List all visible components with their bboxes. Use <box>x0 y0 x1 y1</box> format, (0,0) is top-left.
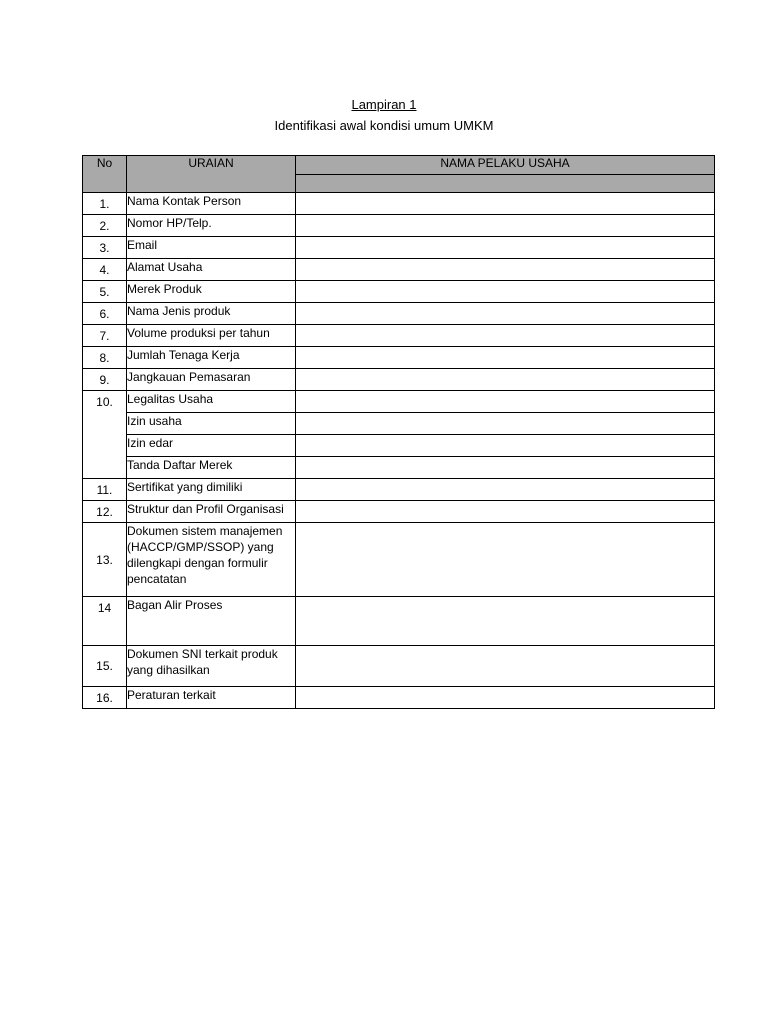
row-label: Tanda Daftar Merek <box>127 457 296 479</box>
table-row <box>83 479 715 501</box>
document-title: Lampiran 1 <box>351 97 417 112</box>
table-row <box>83 687 715 709</box>
value-cell[interactable] <box>296 457 715 479</box>
row-label: Izin edar <box>127 435 296 457</box>
value-cell[interactable] <box>296 259 715 281</box>
table-row <box>83 193 715 215</box>
table-row <box>83 523 715 597</box>
value-cell[interactable] <box>296 523 715 597</box>
row-number: 10. <box>83 391 127 479</box>
row-number: 16. <box>83 687 127 709</box>
row-label: Peraturan terkait <box>127 687 296 709</box>
row-number: 5. <box>83 281 127 303</box>
row-label: Bagan Alir Proses <box>127 597 296 646</box>
row-label: Nomor HP/Telp. <box>127 215 296 237</box>
table-row <box>83 369 715 391</box>
value-cell[interactable] <box>296 479 715 501</box>
row-label: Legalitas Usaha <box>127 391 296 413</box>
row-number: 1. <box>83 193 127 215</box>
row-label: Merek Produk <box>127 281 296 303</box>
value-cell[interactable] <box>296 435 715 457</box>
row-number: 8. <box>83 347 127 369</box>
table-row <box>83 347 715 369</box>
table-row <box>83 501 715 523</box>
row-label: Dokumen SNI terkait produk yang dihasilkan <box>127 646 296 687</box>
row-number: 15. <box>83 646 127 687</box>
row-number: 14 <box>83 597 127 646</box>
value-cell[interactable] <box>296 303 715 325</box>
row-number: 9. <box>83 369 127 391</box>
value-cell[interactable] <box>296 347 715 369</box>
value-cell[interactable] <box>296 391 715 413</box>
row-label: Volume produksi per tahun <box>127 325 296 347</box>
row-label: Alamat Usaha <box>127 259 296 281</box>
row-label: Jumlah Tenaga Kerja <box>127 347 296 369</box>
row-number: 4. <box>83 259 127 281</box>
row-number: 6. <box>83 303 127 325</box>
header-no: No <box>83 156 127 193</box>
table-row <box>83 391 715 413</box>
table-row <box>83 413 715 435</box>
header-nama-subcell <box>296 175 715 193</box>
row-number: 2. <box>83 215 127 237</box>
value-cell[interactable] <box>296 215 715 237</box>
row-number: 12. <box>83 501 127 523</box>
row-number: 13. <box>83 523 127 597</box>
document-subtitle: Identifikasi awal kondisi umum UMKM <box>274 118 494 133</box>
table-row <box>83 259 715 281</box>
header-uraian: URAIAN <box>127 156 296 193</box>
value-cell[interactable] <box>296 237 715 259</box>
row-label: Struktur dan Profil Organisasi <box>127 501 296 523</box>
row-number: 11. <box>83 479 127 501</box>
value-cell[interactable] <box>296 369 715 391</box>
row-label: Nama Jenis produk <box>127 303 296 325</box>
row-label: Nama Kontak Person <box>127 193 296 215</box>
table-row <box>83 303 715 325</box>
row-label: Sertifikat yang dimiliki <box>127 479 296 501</box>
row-label: Dokumen sistem manajemen (HACCP/GMP/SSOP) yang dilengkapi dengan formulir pencatatan <box>127 523 296 597</box>
value-cell[interactable] <box>296 193 715 215</box>
value-cell[interactable] <box>296 413 715 435</box>
row-number: 7. <box>83 325 127 347</box>
table-row <box>83 457 715 479</box>
value-cell[interactable] <box>296 325 715 347</box>
row-label: Email <box>127 237 296 259</box>
identification-table <box>82 155 715 709</box>
header-nama-pelaku-usaha: NAMA PELAKU USAHA <box>296 156 715 175</box>
row-label: Jangkauan Pemasaran <box>127 369 296 391</box>
table-row <box>83 237 715 259</box>
row-number: 3. <box>83 237 127 259</box>
table-row <box>83 281 715 303</box>
value-cell[interactable] <box>296 281 715 303</box>
table-row <box>83 325 715 347</box>
table-row <box>83 215 715 237</box>
row-label: Izin usaha <box>127 413 296 435</box>
table-row <box>83 435 715 457</box>
value-cell[interactable] <box>296 646 715 687</box>
table-row <box>83 597 715 646</box>
value-cell[interactable] <box>296 687 715 709</box>
value-cell[interactable] <box>296 501 715 523</box>
value-cell[interactable] <box>296 597 715 646</box>
table-row <box>83 646 715 687</box>
